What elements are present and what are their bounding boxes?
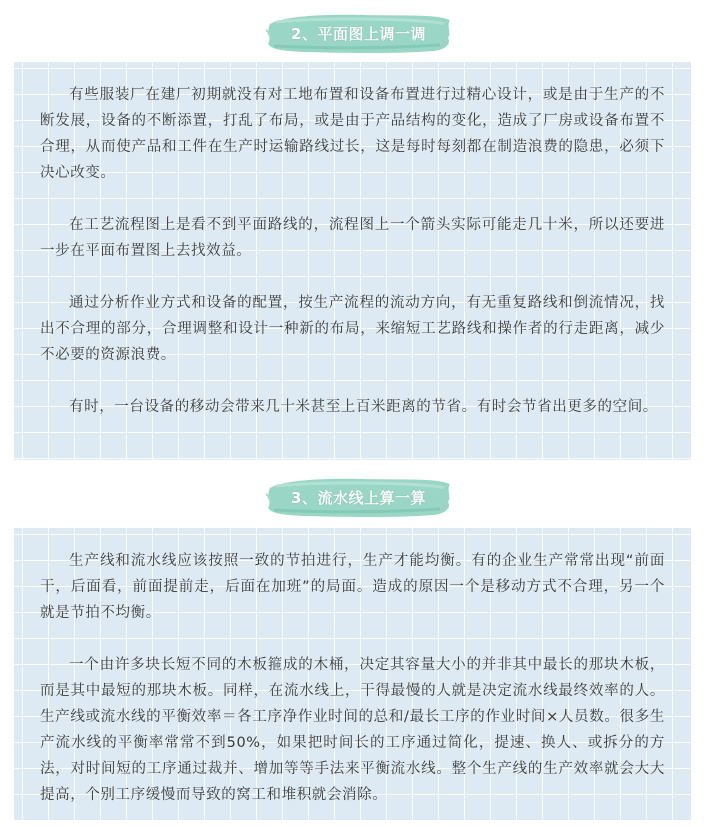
paragraph: 生产线和流水线应该按照一致的节拍进行，生产才能均衡。有的企业生产常常出现“前面干，后面看，前面提前走，后面在加班”的局面。造成的原因一个是移动方式不合理，另一个就是节拍不均衡。 [40,553,665,621]
brush-stroke-banner [264,474,454,520]
section-title: 3、流水线上算一算 [291,488,426,507]
paragraph: 在工艺流程图上是看不到平面路线的，流程图上一个箭头实际可能走几十米，所以还要进一步在平面布置图上去找效益。 [40,217,665,259]
section-2-heading [0,10,717,56]
paragraph: 通过分析作业方式和设备的配置，按生产流程的流动方向，有无重复路线和倒流情况，找出不合理的部分，合理调整和设计一种新的布局，来缩短工艺路线和操作者的行走距离，减少不必要的资源浪费。 [40,295,665,363]
section-title: 2、平面图上调一调 [291,24,426,43]
section-2-panel [14,62,691,460]
section-3-panel [14,528,691,820]
paragraph: 一个由许多块长短不同的木板箍成的木桶，决定其容量大小的并非其中最长的那块木板，而是其中最短的那块木板。同样，在流水线上，干得最慢的人就是决定流水线最终效率的人。生产线或流水线的平衡效率＝各工序净作业时间的总和/最长工序的作业时间×人员数。很多生产流水线的平衡率常常不到50%，如果把时间长的工序通过简化，提速、换人、或拆分的方法，对时间短的工序通过裁并、增加等等手法来平衡流水线。整个生产线的生产效率就会大大提高，个别工序缓慢而导致的窝工和堆积就会消除。 [40,657,665,803]
brush-stroke-banner [264,10,454,56]
paragraph: 有些服装厂在建厂初期就没有对工地布置和设备布置进行过精心设计，或是由于生产的不断发展，设备的不断添置，打乱了布局，或是由于产品结构的变化，造成了厂房或设备布置不合理，从而使产品和工件在生产时运输路线过长，这是每时每刻都在制造浪费的隐患，必须下决心改变。 [40,87,665,181]
paragraph: 有时，一台设备的移动会带来几十米甚至上百米距离的节省。有时会节省出更多的空间。 [69,399,658,415]
section-3-heading [0,474,717,520]
